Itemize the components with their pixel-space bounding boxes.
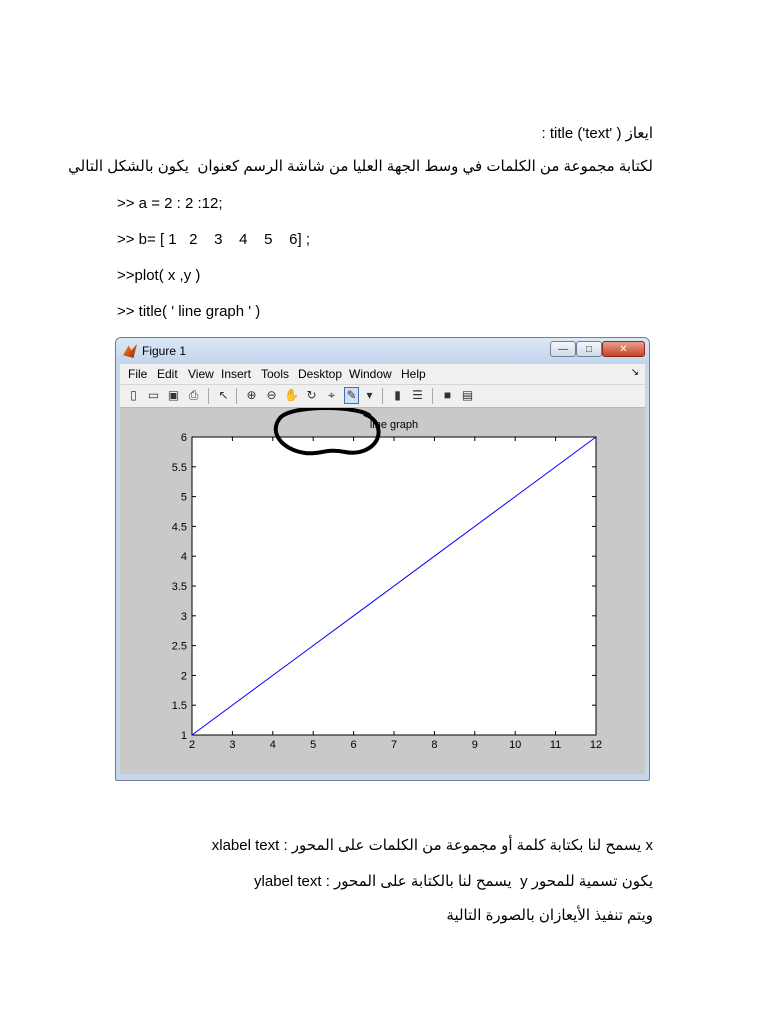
maximize-button[interactable]: □ bbox=[576, 341, 602, 357]
y-tick-label: 1 bbox=[180, 730, 187, 742]
menu-window[interactable]: Window bbox=[349, 367, 392, 381]
x-tick-label: 5 bbox=[310, 739, 317, 751]
figure-toolbar bbox=[120, 385, 645, 408]
x-tick-label: 7 bbox=[390, 739, 398, 751]
doc-code-line-2: >> b= [ 1 2 3 4 5 6] ; bbox=[117, 231, 311, 248]
x-tick-label: 10 bbox=[509, 739, 522, 751]
show-tools-icon[interactable]: ▤ bbox=[461, 388, 474, 402]
menu-tools[interactable]: Tools bbox=[261, 367, 290, 381]
window-title: Figure 1 bbox=[142, 344, 187, 358]
title-bar[interactable] bbox=[116, 338, 649, 364]
close-button[interactable]: ✕ bbox=[602, 341, 645, 357]
dock-arrow-icon[interactable]: ↘ bbox=[630, 367, 639, 378]
y-tick-label: 5.5 bbox=[171, 461, 187, 474]
doc-line-ylabel: ylabel text : يسمح لنا بالكتابة على المحور y يكون تسمية للمحور bbox=[254, 873, 653, 890]
matlab-logo-icon bbox=[123, 344, 137, 358]
toolbar-separator bbox=[236, 388, 237, 404]
doc-code-line-1: >> a = 2 : 2 :12; bbox=[117, 195, 223, 212]
open-file-icon[interactable]: ▭ bbox=[147, 388, 160, 402]
figure-window bbox=[115, 337, 650, 781]
x-tick-label: 9 bbox=[471, 739, 478, 751]
colorbar-icon[interactable]: ▮ bbox=[394, 388, 401, 402]
y-tick-label: 5 bbox=[180, 491, 187, 504]
toolbar-separator bbox=[382, 388, 383, 404]
x-tick-label: 6 bbox=[350, 739, 357, 751]
y-tick-label: 4.5 bbox=[171, 521, 187, 534]
y-tick-label: 4 bbox=[180, 551, 187, 564]
pan-icon[interactable]: ✋ bbox=[284, 388, 299, 402]
zoom-out-icon[interactable]: ⊖ bbox=[266, 388, 277, 402]
y-tick-label: 1.5 bbox=[171, 700, 187, 713]
toolbar-separator bbox=[432, 388, 433, 404]
x-tick-label: 4 bbox=[269, 739, 276, 751]
x-tick-label: 12 bbox=[589, 739, 603, 751]
x-tick-label: 8 bbox=[431, 739, 438, 751]
x-tick-label: 11 bbox=[549, 739, 562, 751]
x-tick-label: 2 bbox=[188, 739, 196, 751]
minimize-button[interactable]: — bbox=[550, 341, 576, 357]
doc-code-line-4: >> title( ' line graph ' ) bbox=[117, 303, 261, 320]
y-tick-label: 3.5 bbox=[171, 581, 187, 593]
menu-edit[interactable]: Edit bbox=[157, 367, 178, 381]
pointer-icon[interactable]: ↖ bbox=[218, 388, 229, 402]
link-icon[interactable]: ▾ bbox=[366, 388, 373, 402]
save-icon[interactable]: ▣ bbox=[167, 388, 180, 402]
y-tick-label: 2 bbox=[180, 670, 187, 683]
doc-line-title-description: لكتابة مجموعة من الكلمات في وسط الجهة العليا من شاشة الرسم كعنوان يكون بالشكل التالي bbox=[68, 158, 653, 175]
print-icon[interactable]: ⎙ bbox=[188, 388, 199, 402]
hide-tools-icon[interactable]: ■ bbox=[443, 388, 452, 402]
x-tick-label: 3 bbox=[229, 739, 236, 751]
rotate-icon[interactable]: ↻ bbox=[306, 388, 317, 402]
legend-icon[interactable]: ☰ bbox=[412, 388, 423, 402]
toolbar-separator bbox=[208, 388, 209, 404]
doc-line-title-command: ايعاز ( 'title ('text : bbox=[541, 125, 653, 142]
menu-desktop[interactable]: Desktop bbox=[298, 367, 343, 381]
menu-file[interactable]: File bbox=[128, 367, 148, 381]
brush-icon[interactable]: ✎ bbox=[344, 387, 359, 404]
menu-insert[interactable]: Insert bbox=[221, 367, 252, 381]
doc-line-execution: ويتم تنفيذ الأيعازان بالصورة التالية bbox=[446, 907, 653, 924]
menu-view[interactable]: View bbox=[188, 367, 214, 381]
plot-svg bbox=[120, 408, 645, 774]
menu-help[interactable]: Help bbox=[401, 367, 426, 381]
figure-canvas bbox=[120, 408, 645, 774]
menu-bar bbox=[120, 364, 645, 385]
zoom-in-icon[interactable]: ⊕ bbox=[246, 388, 257, 402]
doc-code-line-3: >>plot( x ,y ) bbox=[117, 267, 201, 284]
y-tick-label: 6 bbox=[180, 432, 187, 444]
y-tick-label: 2.5 bbox=[171, 640, 187, 653]
new-figure-icon[interactable]: ▯ bbox=[130, 388, 137, 402]
plot-title: line graph bbox=[369, 419, 419, 431]
doc-line-xlabel: xlabel text : يسمح لنا بكتابة كلمة أو مجموعة من الكلمات على المحور x bbox=[211, 837, 653, 854]
data-cursor-icon[interactable]: ⌖ bbox=[328, 388, 335, 402]
y-tick-label: 3 bbox=[180, 610, 187, 623]
